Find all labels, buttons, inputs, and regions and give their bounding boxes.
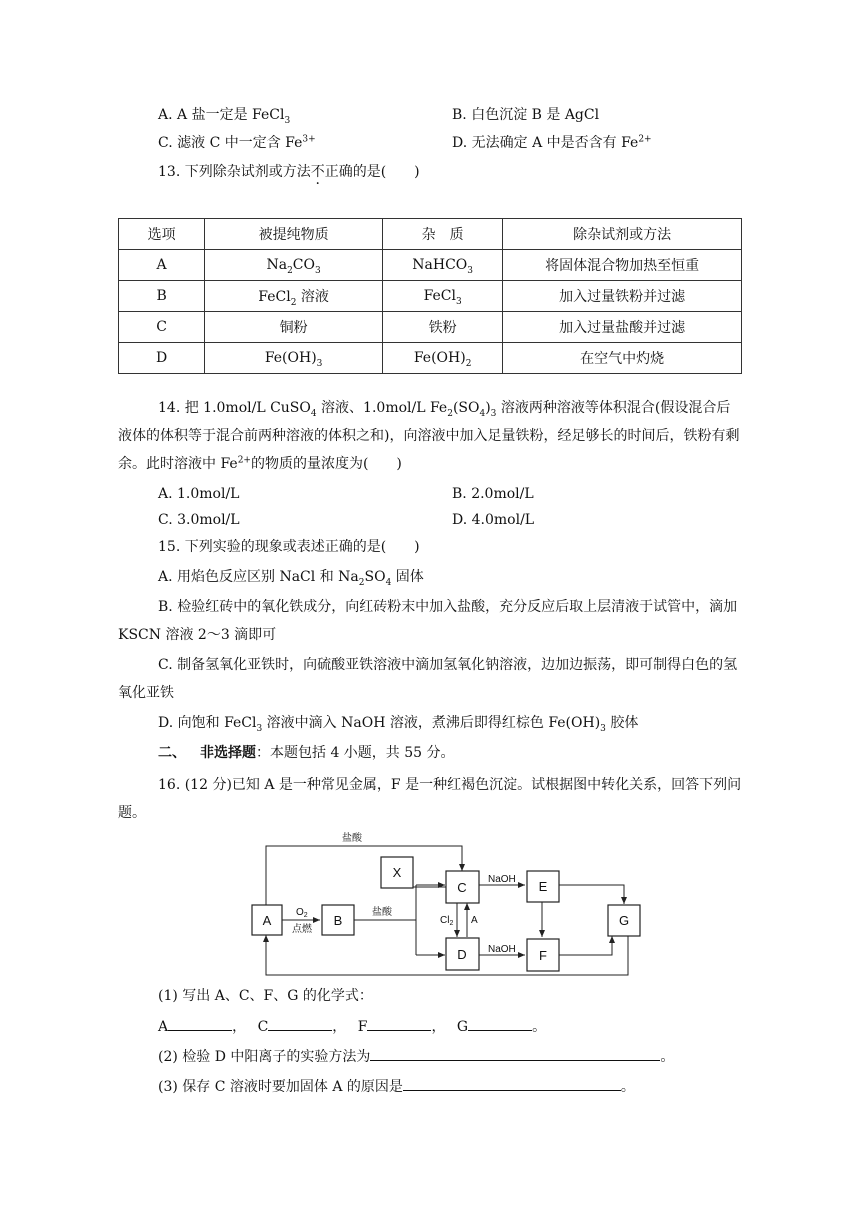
q16-stem: 16. (12 分)已知 A 是一种常见金属，F 是一种红褐色沉淀。试根据图中转化关系，回答下列问题。: [118, 777, 742, 821]
q16-sub3: (3) 保存 C 溶液时要加固体 A 的原因是 。: [158, 1076, 635, 1097]
node-label: X: [392, 865, 402, 880]
table-cell: 加入过量盐酸并过滤: [503, 312, 742, 343]
arrow-a-to-c: [266, 846, 462, 906]
answer-blank[interactable]: [168, 1016, 232, 1031]
edge-label: 点燃: [292, 924, 312, 935]
table-row: [119, 343, 742, 374]
q12-option-c: C. 滤液 C 中一定含 $Fe^{3+}$: [158, 134, 316, 151]
q12-option-b: B. 白色沉淀 B 是 AgCl: [452, 107, 600, 123]
edge-label: $Cl_2$: [440, 915, 454, 927]
table-cell: B: [119, 281, 205, 312]
q15-option-c: C. 制备氢氧化亚铁时，向硫酸亚铁溶液中滴加氢氧化钠溶液，边加边振荡，即可制得白色的氢氧化亚铁: [118, 657, 738, 701]
table-header-row: [119, 219, 742, 250]
q16-sub2: (2) 检验 D 中阳离子的实验方法为 。: [158, 1046, 674, 1067]
edge-label: A: [471, 915, 478, 926]
table-cell: 将固体混合物加热至恒重: [503, 250, 742, 281]
q12-option-d: D. 无法确定 A 中是否含有 $Fe^{2+}$: [452, 134, 652, 151]
arrow-f-to-g: [559, 936, 612, 955]
table-cell: D: [119, 343, 205, 374]
table-cell: 铁粉: [382, 312, 502, 343]
table-cell: C: [119, 312, 205, 343]
answer-blank[interactable]: [403, 1076, 621, 1091]
table-cell: $Na_2CO_3$: [205, 250, 383, 281]
answer-blank[interactable]: [268, 1016, 332, 1031]
table-row: [119, 281, 742, 312]
table-cell: A: [119, 250, 205, 281]
table-cell: 加入过量铁粉并过滤: [503, 281, 742, 312]
table-header: 除杂试剂或方法: [503, 219, 742, 250]
node-label: E: [538, 879, 548, 894]
table-cell: $Fe(OH)_2$: [382, 343, 502, 374]
table-cell: NaHCO$_3$: [382, 250, 502, 281]
arrow-e-to-g: [559, 885, 624, 904]
table-row: [119, 250, 742, 281]
q14-option-d: D. 4.0mol/L: [452, 512, 535, 528]
table-row: [119, 312, 742, 343]
q13-stem: 13. 下列除杂试剂或方法不正确的是( ): [158, 164, 420, 180]
table-cell: 铜粉: [205, 312, 383, 343]
node-label: F: [539, 948, 547, 963]
q15-option-b: B. 检验红砖中的氧化铁成分，向红砖粉末中加入盐酸，充分反应后取上层清液于试管中，滴加 KSCN 溶液 2～3 滴即可: [118, 599, 738, 643]
edge-label: NaOH: [488, 944, 516, 955]
table-cell: 在空气中灼烧: [503, 343, 742, 374]
node-label: C: [457, 880, 467, 895]
q16-sub1: (1) 写出 A、C、F、G 的化学式：: [158, 988, 373, 1004]
edge-label: 盐酸: [342, 833, 362, 844]
node-label: G: [618, 913, 630, 928]
table-cell: FeCl$_3$: [382, 281, 502, 312]
table-cell: FeCl$_2$ 溶液: [205, 281, 383, 312]
answer-blank[interactable]: [468, 1016, 532, 1031]
q15-option-d: D. 向饱和 FeCl$_3$ 溶液中滴入 NaOH 溶液，煮沸后即得红棕色 $Fe(OH)_3$ 胶体: [158, 715, 639, 734]
q14-option-a: A. 1.0mol/L: [158, 486, 240, 502]
node-label: D: [457, 947, 467, 962]
table-header: 杂 质: [382, 219, 502, 250]
q14-option-b: B. 2.0mol/L: [452, 486, 534, 502]
q16-reaction-diagram: [250, 830, 650, 980]
q12-option-a: A. A 盐一定是 FeCl$_3$: [158, 107, 291, 126]
q14-stem: 14. 把 1.0mol/L CuSO$_4$ 溶液、1.0mol/L $Fe_2(SO_4)_3$ 溶液两种溶液等体积混合(假设混合后液体的体积等于混合前两种溶液的体积之和)，向溶液中加入足量铁粉，经足够长的时间后，铁粉有剩余。此时溶液中 $Fe^{2+}$的物质的量浓度为( ): [118, 400, 740, 472]
node-label: B: [333, 913, 343, 928]
q15-stem: 15. 下列实验的现象或表述正确的是( ): [158, 539, 420, 555]
node-label: A: [262, 913, 272, 928]
edge-label: NaOH: [488, 874, 516, 885]
edge-label: 盐酸: [372, 907, 392, 918]
table-header: 被提纯物质: [205, 219, 383, 250]
q15-option-a: A. 用焰色反应区别 NaCl 和 $Na_2SO_4$ 固体: [158, 569, 424, 588]
q14-option-c: C. 3.0mol/L: [158, 512, 240, 528]
section-heading: 二、 非选择题：本题包括 4 小题，共 55 分。: [158, 745, 455, 761]
answer-blank[interactable]: [370, 1046, 660, 1061]
q13-table: [118, 218, 742, 374]
edge-label: $O_2$: [296, 907, 308, 919]
table-cell: $Fe(OH)_3$: [205, 343, 383, 374]
q16-sub1-blanks: A ， C ， F ， G 。: [158, 1016, 546, 1037]
table-header: 选项: [119, 219, 205, 250]
answer-blank[interactable]: [367, 1016, 431, 1031]
